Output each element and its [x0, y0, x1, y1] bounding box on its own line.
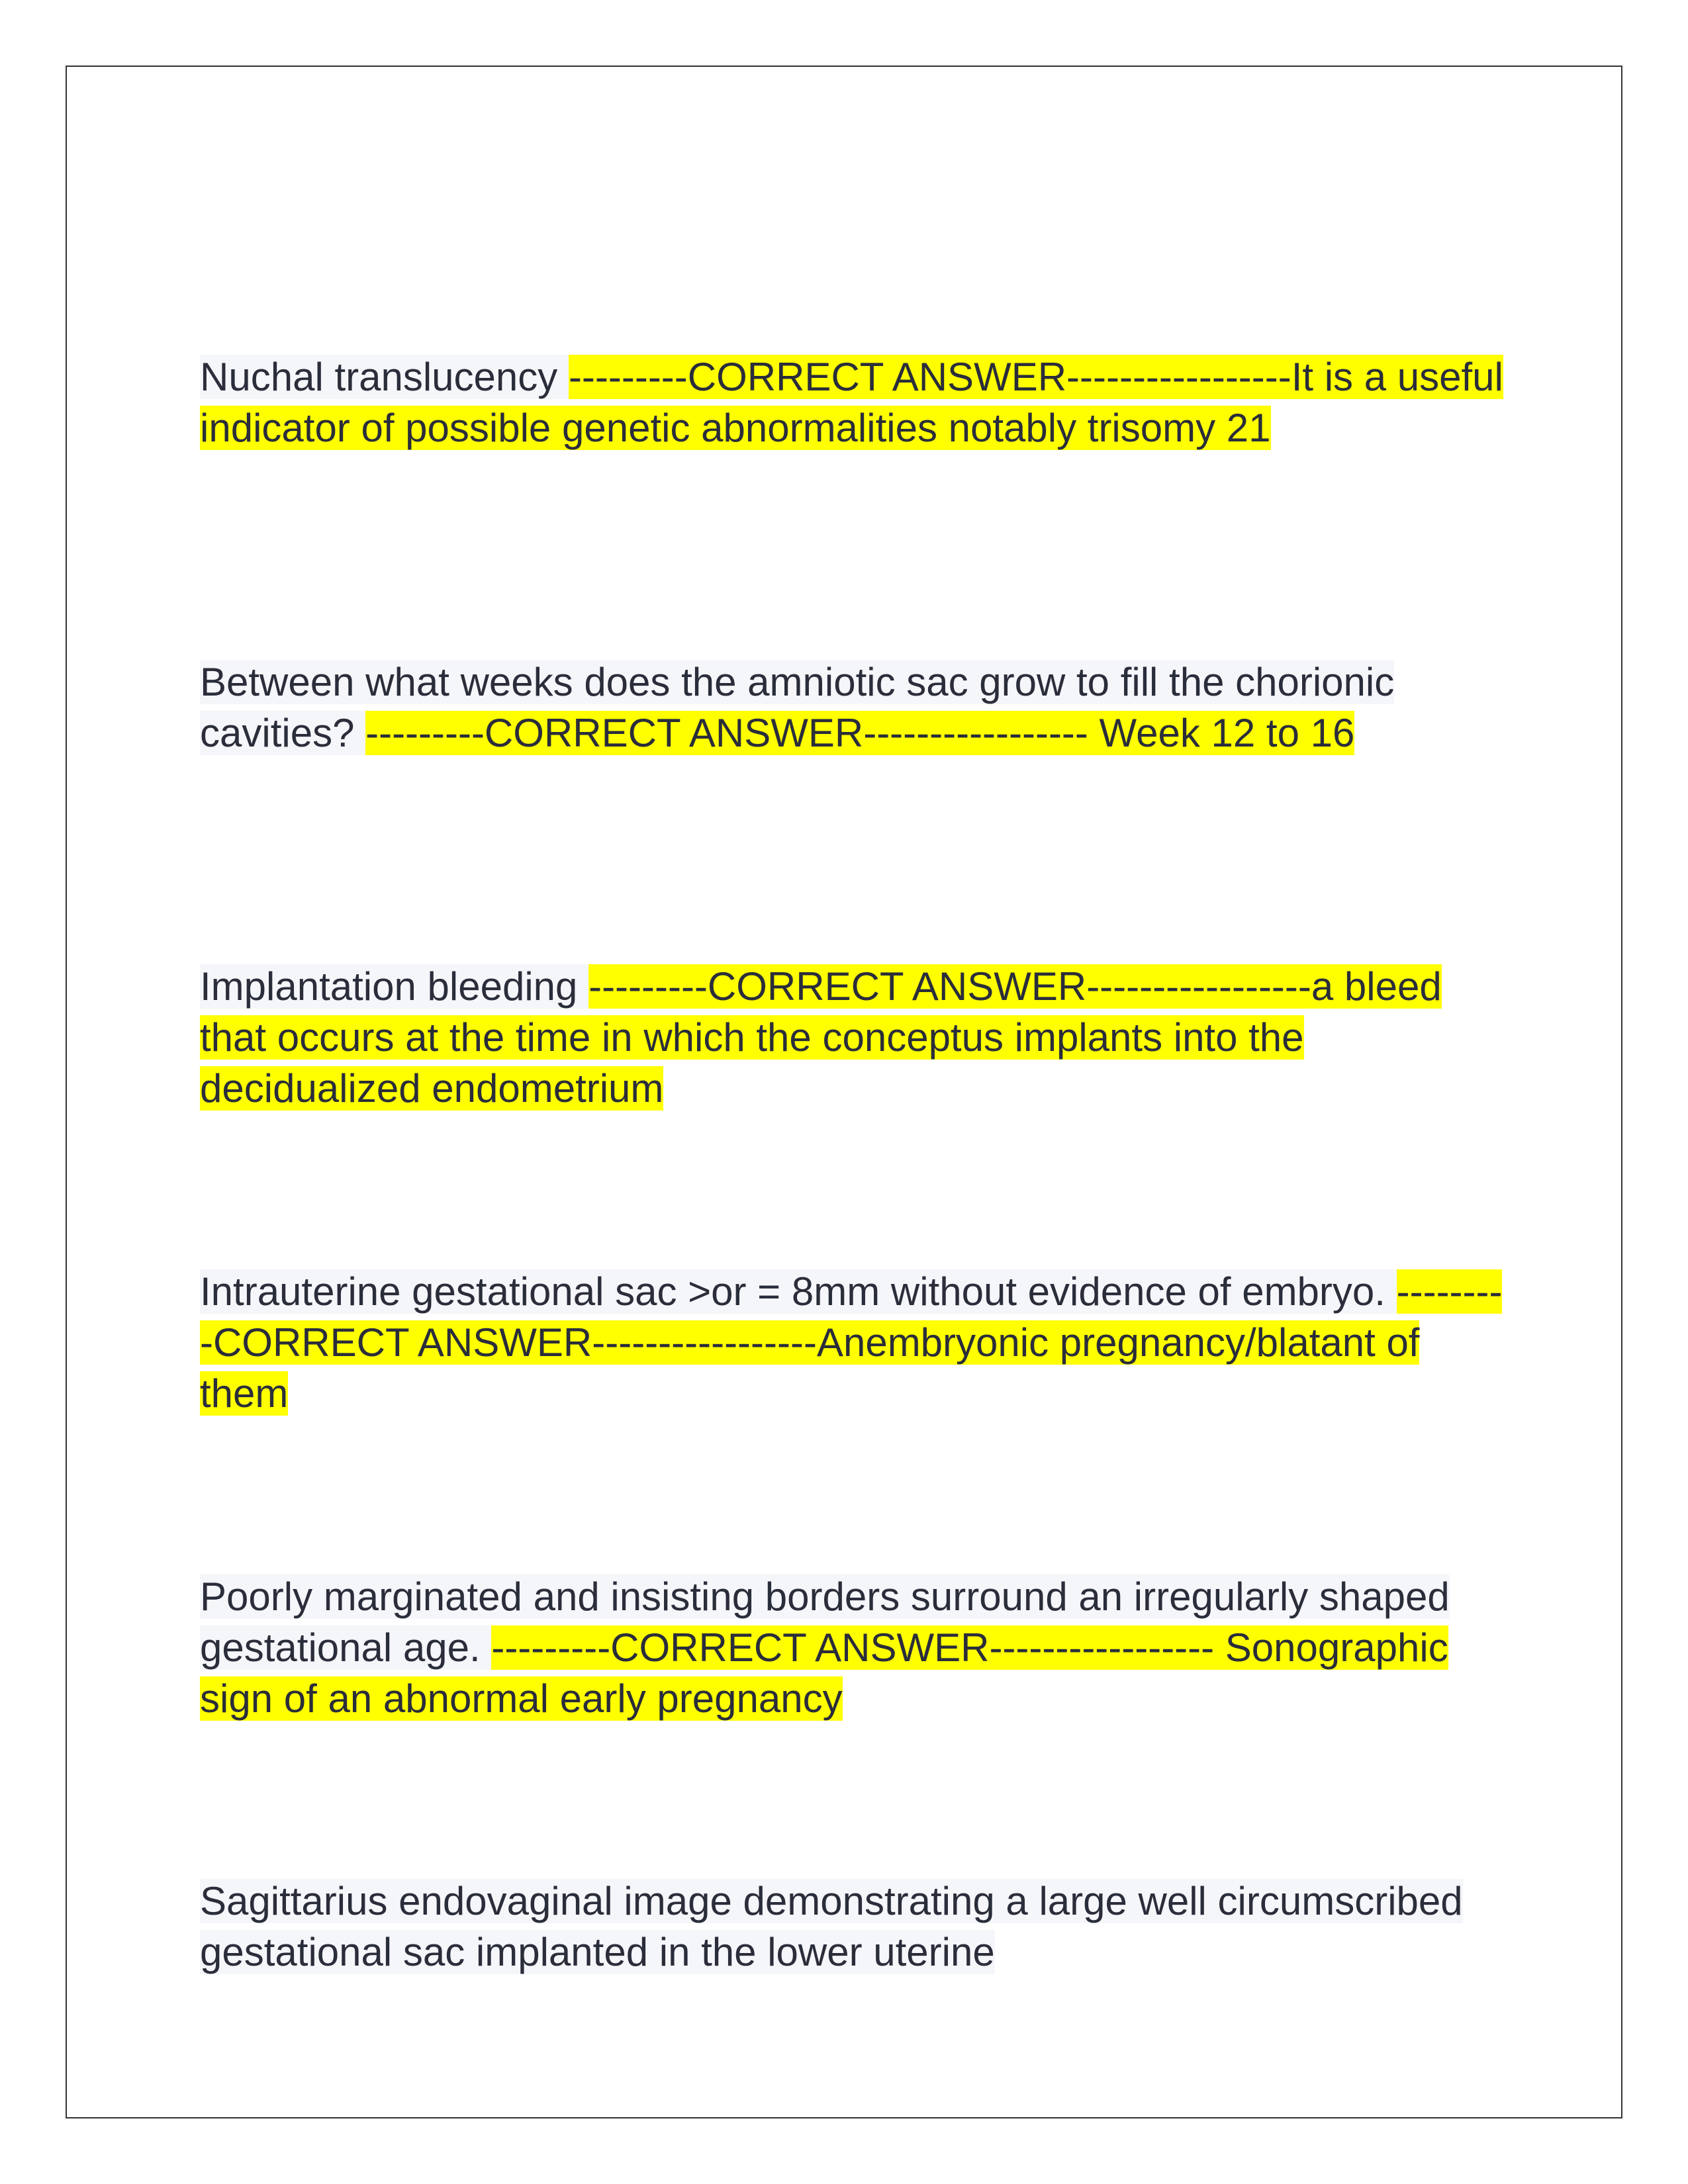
question-text: Sagittarius endovaginal image demonstrating a large well circumscribed gestational sac implanted in the lower uterine — [200, 1879, 1463, 1974]
qa-item — [200, 961, 1511, 1114]
answer-text: ---------CORRECT ANSWER-----------------It is a useful indicator of possible genetic abnormalities notably trisomy 21 — [200, 355, 1503, 450]
question-text: Implantation bleeding — [200, 964, 589, 1009]
question-text: Between what weeks does the amniotic sac grow to fill the chorionic cavities? — [200, 660, 1395, 755]
answer-text: ---------CORRECT ANSWER-----------------Anembryonic pregnancy/blatant of them — [200, 1269, 1503, 1416]
qa-item — [200, 1571, 1511, 1724]
answer-text: ---------CORRECT ANSWER----------------- Sonographic sign of an abnormal early pregnancy — [200, 1625, 1448, 1721]
answer-text: ---------CORRECT ANSWER-----------------a bleed that occurs at the time in which the conceptus implants into the decidualized endometrium — [200, 964, 1442, 1111]
qa-item — [200, 1266, 1511, 1419]
question-text: Nuchal translucency — [200, 355, 569, 399]
answer-text: ---------CORRECT ANSWER----------------- Week 12 to 16 — [365, 711, 1355, 755]
qa-item — [200, 657, 1511, 758]
qa-item — [200, 1876, 1511, 1978]
question-text: Intrauterine gestational sac >or = 8mm without evidence of embryo. — [200, 1269, 1397, 1314]
qa-item — [200, 351, 1511, 453]
question-text: Poorly marginated and insisting borders surround an irregularly shaped gestational age. — [200, 1574, 1450, 1670]
